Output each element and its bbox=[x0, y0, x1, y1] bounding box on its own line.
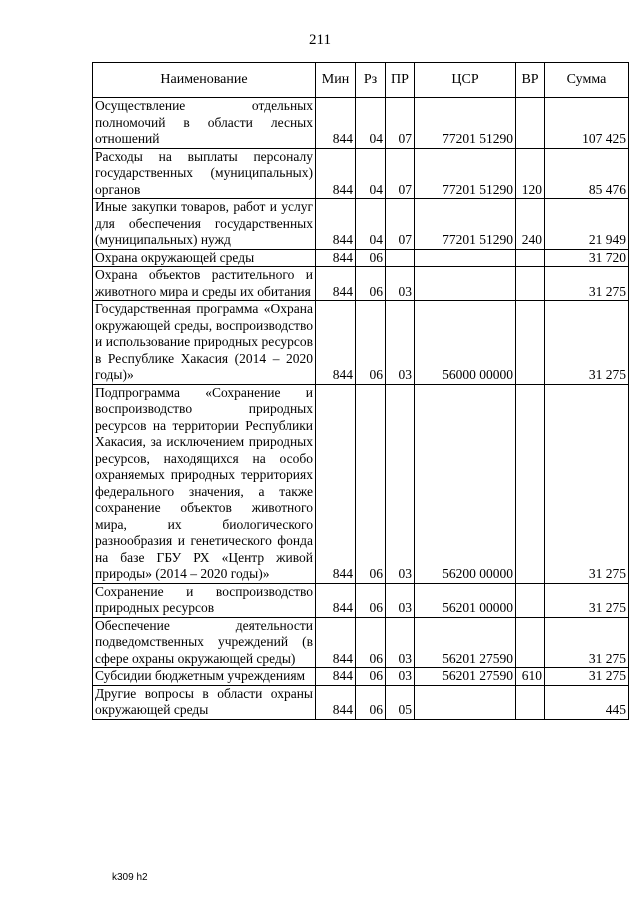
row-csr: 77201 51290 bbox=[415, 148, 516, 199]
table-row bbox=[93, 148, 629, 199]
row-csr: 77201 51290 bbox=[415, 98, 516, 149]
row-min: 844 bbox=[316, 148, 356, 199]
row-pr: 03 bbox=[386, 617, 415, 668]
row-sum: 31 275 bbox=[545, 617, 629, 668]
header-sum: Сумма bbox=[545, 63, 629, 98]
row-rz: 04 bbox=[356, 199, 386, 250]
header-min: Мин bbox=[316, 63, 356, 98]
budget-table bbox=[92, 62, 629, 720]
row-name: Иные закупки товаров, работ и услуг для обеспечения государственных (муниципальных) нужд bbox=[93, 199, 316, 250]
row-pr: 03 bbox=[386, 583, 415, 617]
page-number: 211 bbox=[309, 32, 331, 48]
row-sum: 85 476 bbox=[545, 148, 629, 199]
row-vr bbox=[516, 249, 545, 267]
table-row bbox=[93, 617, 629, 668]
row-pr: 03 bbox=[386, 301, 415, 385]
row-rz: 06 bbox=[356, 267, 386, 301]
row-rz: 06 bbox=[356, 583, 386, 617]
header-name: Наименование bbox=[93, 63, 316, 98]
row-rz: 06 bbox=[356, 685, 386, 719]
row-vr bbox=[516, 617, 545, 668]
header-vr: ВР bbox=[516, 63, 545, 98]
row-rz: 06 bbox=[356, 668, 386, 686]
row-min: 844 bbox=[316, 199, 356, 250]
row-csr bbox=[415, 249, 516, 267]
row-rz: 06 bbox=[356, 249, 386, 267]
table-row bbox=[93, 199, 629, 250]
row-name: Государственная программа «Охрана окружающей среды, воспроизводство и использование природных ресурсов в Республике Хакасия (2014 – 2020 годы)» bbox=[93, 301, 316, 385]
row-csr bbox=[415, 267, 516, 301]
table-header-row bbox=[93, 63, 629, 98]
budget-table-container bbox=[92, 62, 628, 720]
row-name: Осуществление отдельных полномочий в области лесных отношений bbox=[93, 98, 316, 149]
row-vr: 120 bbox=[516, 148, 545, 199]
row-sum: 445 bbox=[545, 685, 629, 719]
row-name: Обеспечение деятельности подведомственных учреждений (в сфере охраны окружающей среды) bbox=[93, 617, 316, 668]
row-min: 844 bbox=[316, 267, 356, 301]
row-pr: 03 bbox=[386, 384, 415, 583]
row-rz: 04 bbox=[356, 98, 386, 149]
table-row bbox=[93, 668, 629, 686]
row-sum: 31 275 bbox=[545, 583, 629, 617]
header-rz: Рз bbox=[356, 63, 386, 98]
row-vr bbox=[516, 685, 545, 719]
row-name: Субсидии бюджетным учреждениям bbox=[93, 668, 316, 686]
row-pr: 03 bbox=[386, 668, 415, 686]
header-csr: ЦСР bbox=[415, 63, 516, 98]
row-name: Другие вопросы в области охраны окружающей среды bbox=[93, 685, 316, 719]
row-sum: 31 275 bbox=[545, 267, 629, 301]
row-min: 844 bbox=[316, 583, 356, 617]
row-name: Охрана окружающей среды bbox=[93, 249, 316, 267]
table-row bbox=[93, 384, 629, 583]
row-csr: 56201 00000 bbox=[415, 583, 516, 617]
table-row bbox=[93, 249, 629, 267]
row-min: 844 bbox=[316, 685, 356, 719]
row-min: 844 bbox=[316, 617, 356, 668]
row-name: Расходы на выплаты персоналу государственных (муниципальных) органов bbox=[93, 148, 316, 199]
row-vr: 240 bbox=[516, 199, 545, 250]
row-rz: 04 bbox=[356, 148, 386, 199]
row-csr: 56000 00000 bbox=[415, 301, 516, 385]
row-rz: 06 bbox=[356, 384, 386, 583]
row-csr: 77201 51290 bbox=[415, 199, 516, 250]
table-row bbox=[93, 267, 629, 301]
row-sum: 31 720 bbox=[545, 249, 629, 267]
footer-code: k309 h2 bbox=[112, 872, 148, 883]
row-csr: 56200 00000 bbox=[415, 384, 516, 583]
table-row bbox=[93, 685, 629, 719]
row-csr: 56201 27590 bbox=[415, 668, 516, 686]
row-pr: 03 bbox=[386, 267, 415, 301]
row-sum: 21 949 bbox=[545, 199, 629, 250]
row-name: Подпрограмма «Сохранение и воспроизводство природных ресурсов на территории Республики Хакасия, за исключением природных ресурсов, находящихся на особо охраняемых природных территориях федерального значения, а также сохранение объектов животного мира, их биологического разнообразия и генетического фонда на базе ГБУ РХ «Центр живой природы» (2014 – 2020 годы)» bbox=[93, 384, 316, 583]
table-row bbox=[93, 98, 629, 149]
row-min: 844 bbox=[316, 98, 356, 149]
row-vr bbox=[516, 301, 545, 385]
row-sum: 31 275 bbox=[545, 384, 629, 583]
row-vr bbox=[516, 98, 545, 149]
table-row bbox=[93, 583, 629, 617]
row-min: 844 bbox=[316, 249, 356, 267]
row-vr bbox=[516, 384, 545, 583]
row-pr: 05 bbox=[386, 685, 415, 719]
row-min: 844 bbox=[316, 301, 356, 385]
row-vr: 610 bbox=[516, 668, 545, 686]
row-rz: 06 bbox=[356, 617, 386, 668]
row-min: 844 bbox=[316, 384, 356, 583]
table-row bbox=[93, 301, 629, 385]
row-pr bbox=[386, 249, 415, 267]
row-pr: 07 bbox=[386, 199, 415, 250]
row-csr: 56201 27590 bbox=[415, 617, 516, 668]
row-csr bbox=[415, 685, 516, 719]
row-vr bbox=[516, 267, 545, 301]
row-pr: 07 bbox=[386, 98, 415, 149]
row-name: Охрана объектов растительного и животного мира и среды их обитания bbox=[93, 267, 316, 301]
row-min: 844 bbox=[316, 668, 356, 686]
row-name: Сохранение и воспроизводство природных ресурсов bbox=[93, 583, 316, 617]
row-sum: 107 425 bbox=[545, 98, 629, 149]
row-sum: 31 275 bbox=[545, 301, 629, 385]
row-pr: 07 bbox=[386, 148, 415, 199]
row-vr bbox=[516, 583, 545, 617]
row-rz: 06 bbox=[356, 301, 386, 385]
header-pr: ПР bbox=[386, 63, 415, 98]
row-sum: 31 275 bbox=[545, 668, 629, 686]
